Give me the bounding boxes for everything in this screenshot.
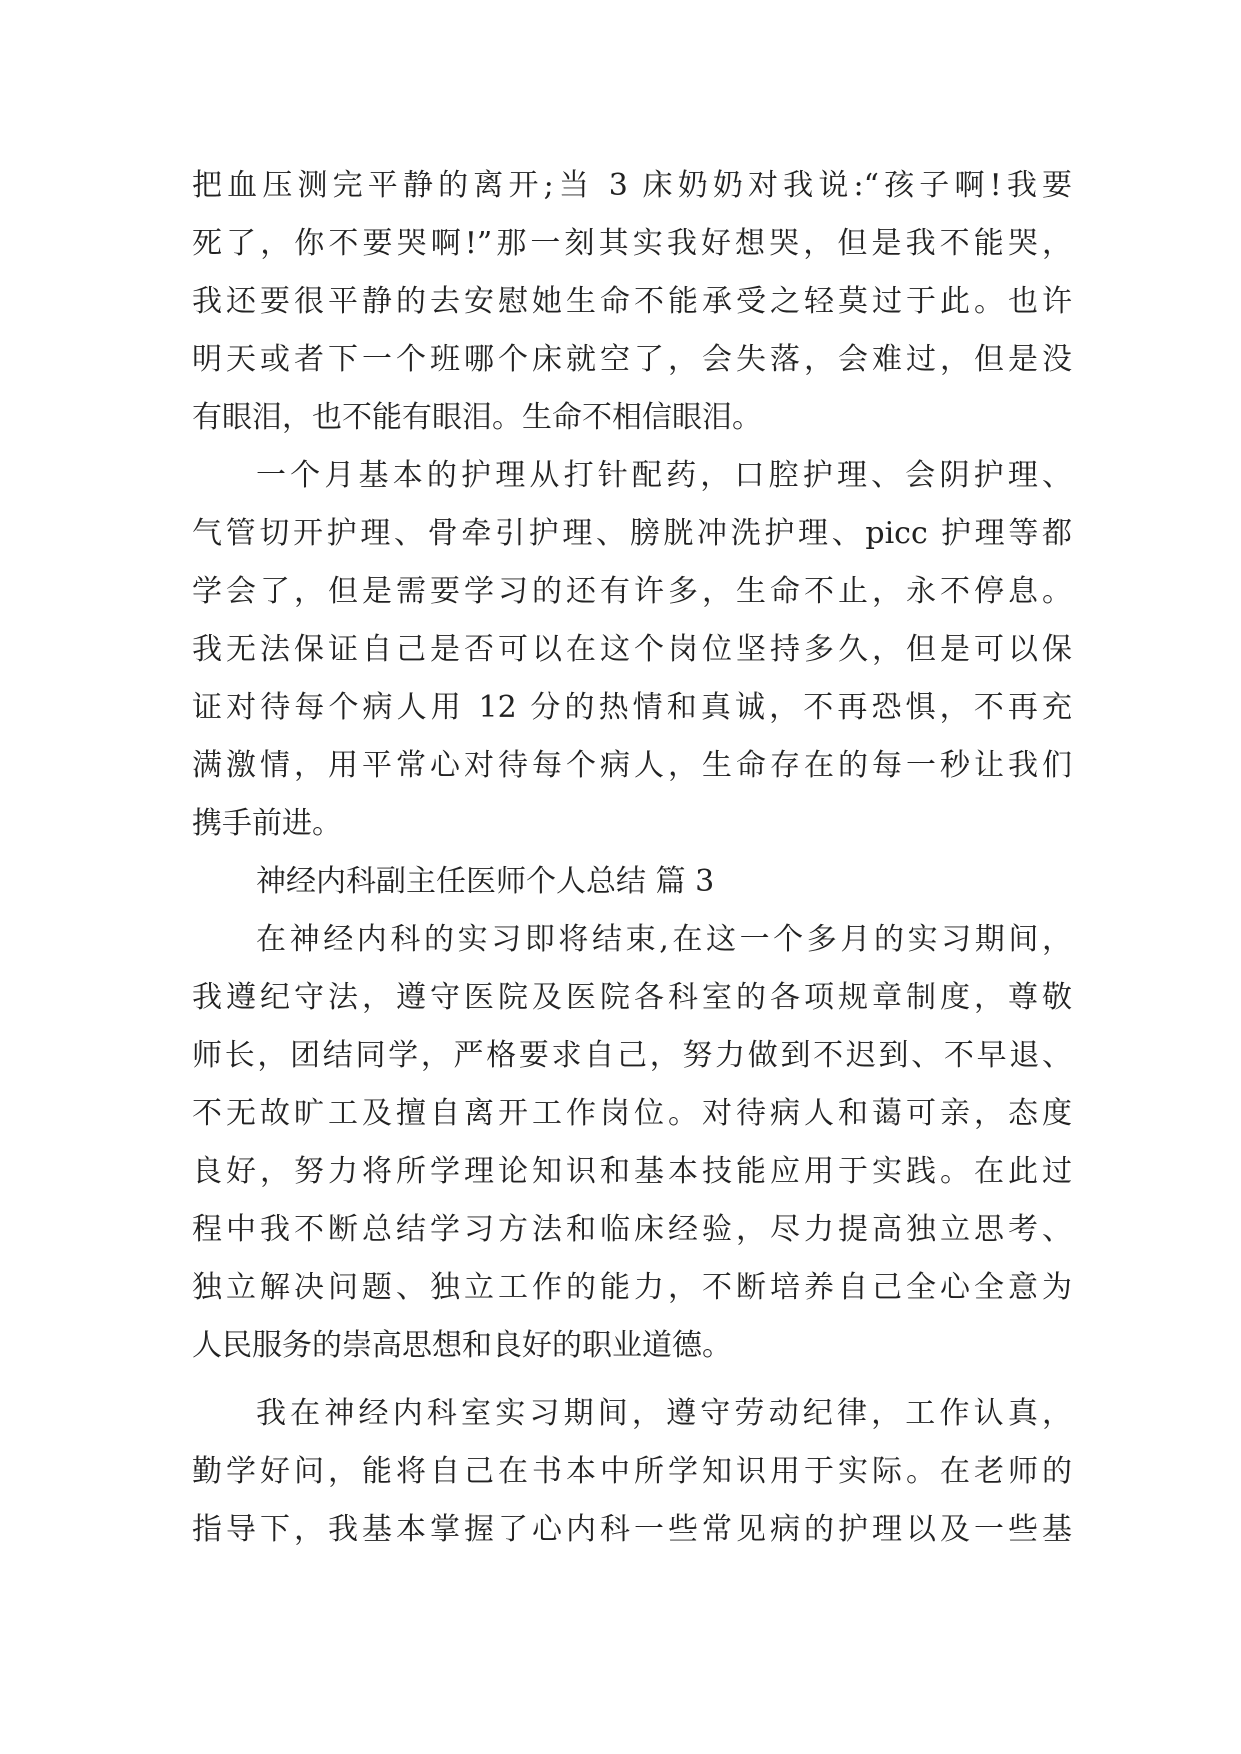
text-line: 学会了，但是需要学习的还有许多，生命不止，永不停息。 <box>192 574 1072 609</box>
text-line: 我还要很平静的去安慰她生命不能承受之轻莫过于此。也许 <box>192 284 1072 319</box>
text-line: 我无法保证自己是否可以在这个岗位坚持多久，但是可以保 <box>192 632 1072 667</box>
text-line: 有眼泪，也不能有眼泪。生命不相信眼泪。 <box>192 400 762 435</box>
text-line: 满激情，用平常心对待每个病人，生命存在的每一秒让我们 <box>192 748 1072 783</box>
text-line: 我遵纪守法，遵守医院及医院各科室的各项规章制度，尊敬 <box>192 980 1072 1015</box>
text-line: 证对待每个病人用 12 分的热情和真诚，不再恐惧，不再充 <box>192 690 1072 725</box>
paragraph-first-line: 一个月基本的护理从打针配药，口腔护理、会阴护理、 <box>256 458 1072 493</box>
text-line: 携手前进。 <box>192 806 342 841</box>
section-heading: 神经内科副主任医师个人总结 篇 3 <box>256 864 715 899</box>
text-line: 独立解决问题、独立工作的能力，不断培养自己全心全意为 <box>192 1270 1072 1305</box>
text-line: 人民服务的崇高思想和良好的职业道德。 <box>192 1328 732 1363</box>
text-line: 良好，努力将所学理论知识和基本技能应用于实践。在此过 <box>192 1154 1072 1189</box>
paragraph-first-line: 在神经内科的实习即将结束,在这一个多月的实习期间， <box>256 922 1072 957</box>
text-line: 死了，你不要哭啊!”那一刻其实我好想哭，但是我不能哭， <box>192 226 1072 261</box>
text-line: 程中我不断总结学习方法和临床经验，尽力提高独立思考、 <box>192 1212 1072 1247</box>
text-line: 勤学好问，能将自己在书本中所学知识用于实际。在老师的 <box>192 1454 1072 1489</box>
text-line: 把血压测完平静的离开;当 3 床奶奶对我说:“孩子啊!我要 <box>192 168 1072 203</box>
paragraph-first-line: 我在神经内科室实习期间，遵守劳动纪律，工作认真， <box>256 1396 1072 1431</box>
text-line: 指导下，我基本掌握了心内科一些常见病的护理以及一些基 <box>192 1512 1072 1547</box>
text-line: 明天或者下一个班哪个床就空了，会失落，会难过，但是没 <box>192 342 1072 377</box>
text-line: 师长，团结同学，严格要求自己，努力做到不迟到、不早退、 <box>192 1038 1072 1073</box>
text-line: 不无故旷工及擅自离开工作岗位。对待病人和蔼可亲，态度 <box>192 1096 1072 1131</box>
text-line: 气管切开护理、骨牵引护理、膀胱冲洗护理、picc 护理等都 <box>192 516 1072 551</box>
